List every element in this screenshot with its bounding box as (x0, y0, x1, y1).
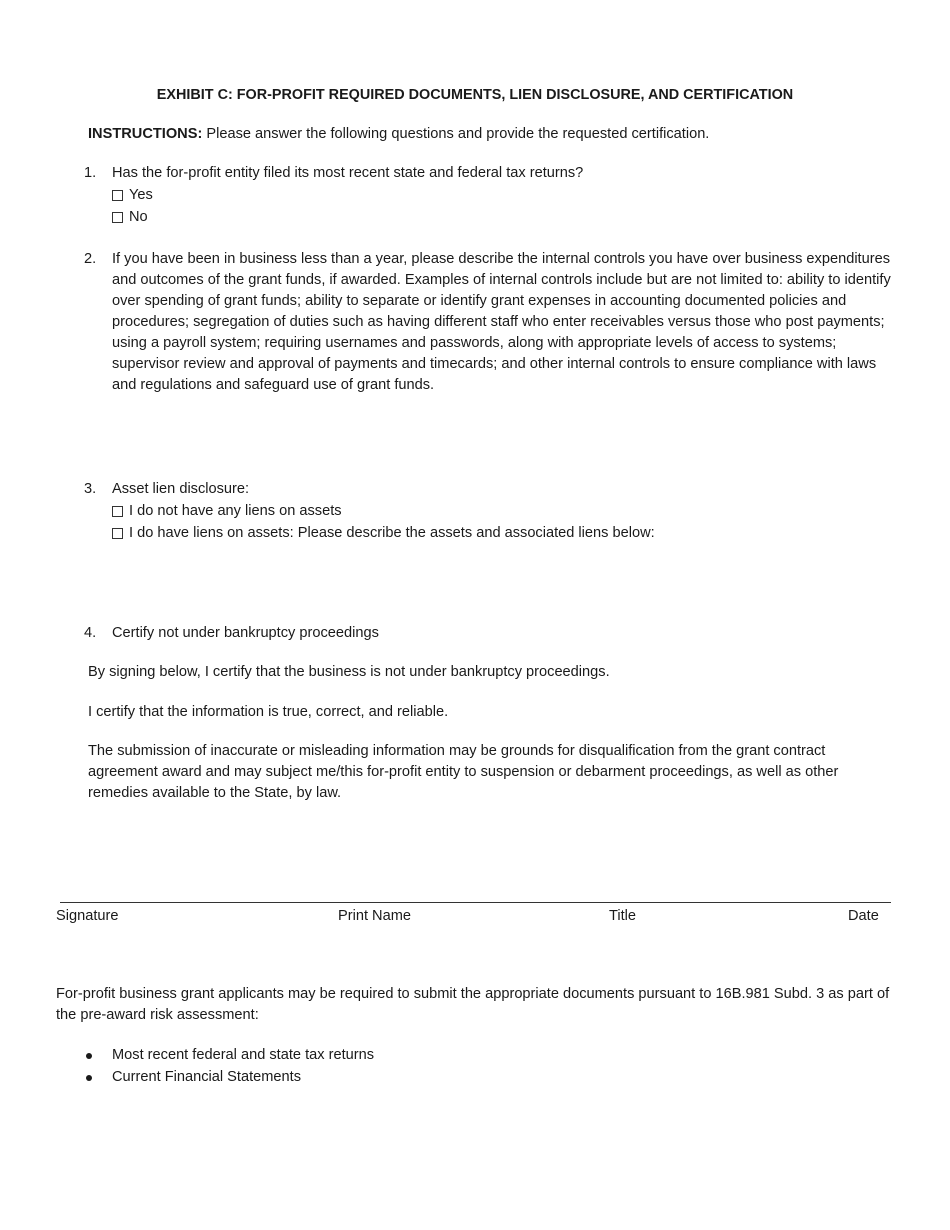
required-documents-list (84, 1045, 884, 1089)
footer-text: For-profit business grant applicants may be required to submit the appropriate documents pursuant to 16B.981 Subd. 3 as part of the pre-award risk assessment: (56, 986, 890, 1023)
list-item-text: Current Financial Statements (112, 1069, 301, 1085)
option-has-liens[interactable] (112, 522, 904, 544)
question-number: 1. (84, 165, 97, 181)
question-text: Has the for-profit entity filed its most recent state and federal tax returns? (112, 165, 584, 181)
checkbox-no[interactable] (112, 212, 123, 223)
certification-accuracy: I certify that the information is true, correct, and reliable. (88, 704, 449, 720)
question-1 (84, 163, 904, 228)
option-no-liens[interactable] (112, 500, 904, 522)
option-label: No (129, 208, 148, 225)
question-2 (84, 249, 894, 396)
option-label: Yes (129, 186, 153, 203)
bullet-icon (86, 1075, 92, 1081)
certification-bankruptcy: By signing below, I certify that the business is not under bankruptcy proceedings. (88, 664, 610, 680)
page-title: EXHIBIT C: FOR-PROFIT REQUIRED DOCUMENTS, LIEN DISCLOSURE, AND CERTIFICATION (156, 87, 794, 103)
instructions-label: INSTRUCTIONS: (88, 126, 203, 142)
option-label: I do have liens on assets: Please describe the assets and associated liens below: (129, 524, 655, 541)
checkbox-has-liens[interactable] (112, 528, 123, 539)
question-number: 4. (84, 625, 97, 641)
checkbox-yes[interactable] (112, 190, 123, 201)
instructions (88, 124, 908, 145)
signature-label: Signature (56, 908, 119, 924)
signature-line[interactable] (60, 902, 891, 903)
list-item-text: Most recent federal and state tax returns (112, 1047, 375, 1063)
bullet-icon (86, 1053, 92, 1059)
question-number: 2. (84, 251, 97, 267)
option-label: I do not have any liens on assets (129, 502, 342, 519)
question-text: Asset lien disclosure: (112, 481, 250, 497)
title-label: Title (609, 908, 637, 924)
question-3 (84, 479, 904, 544)
option-yes[interactable] (112, 184, 904, 206)
question-text: Certify not under bankruptcy proceedings (112, 625, 379, 641)
certification-disclaimer: The submission of inaccurate or misleading information may be grounds for disqualification from the grant contract agreement award and may subject me/this for-profit entity to suspension or debarment proceedings, as well as other remedies available to the State, by law. (88, 743, 839, 801)
checkbox-no-liens[interactable] (112, 506, 123, 517)
question-text: If you have been in business less than a year, please describe the internal controls you have over business expenditures and outcomes of the grant funds, if awarded. Examples of internal controls include but are not limited to: ability to identify over spending of grant funds; ability to separate or identify grant expenses in accounting documented policies and procedures; segregation of duties such as having different staff who enter receivables versus those who post payments; using a payroll system; requiring usernames and passwords, along with appropriate levels of access to systems; supervisor review and approval of payments and timecards; and other internal controls to ensure compliance with laws and regulations and safeguard use of grant funds. (112, 251, 891, 393)
date-label: Date (848, 908, 879, 924)
print-name-label: Print Name (338, 908, 411, 924)
question-number: 3. (84, 481, 97, 497)
option-no[interactable] (112, 206, 904, 228)
instructions-text: Please answer the following questions and provide the requested certification. (202, 126, 710, 142)
list-item (84, 1045, 884, 1067)
list-item (84, 1067, 884, 1089)
question-4 (84, 623, 904, 644)
